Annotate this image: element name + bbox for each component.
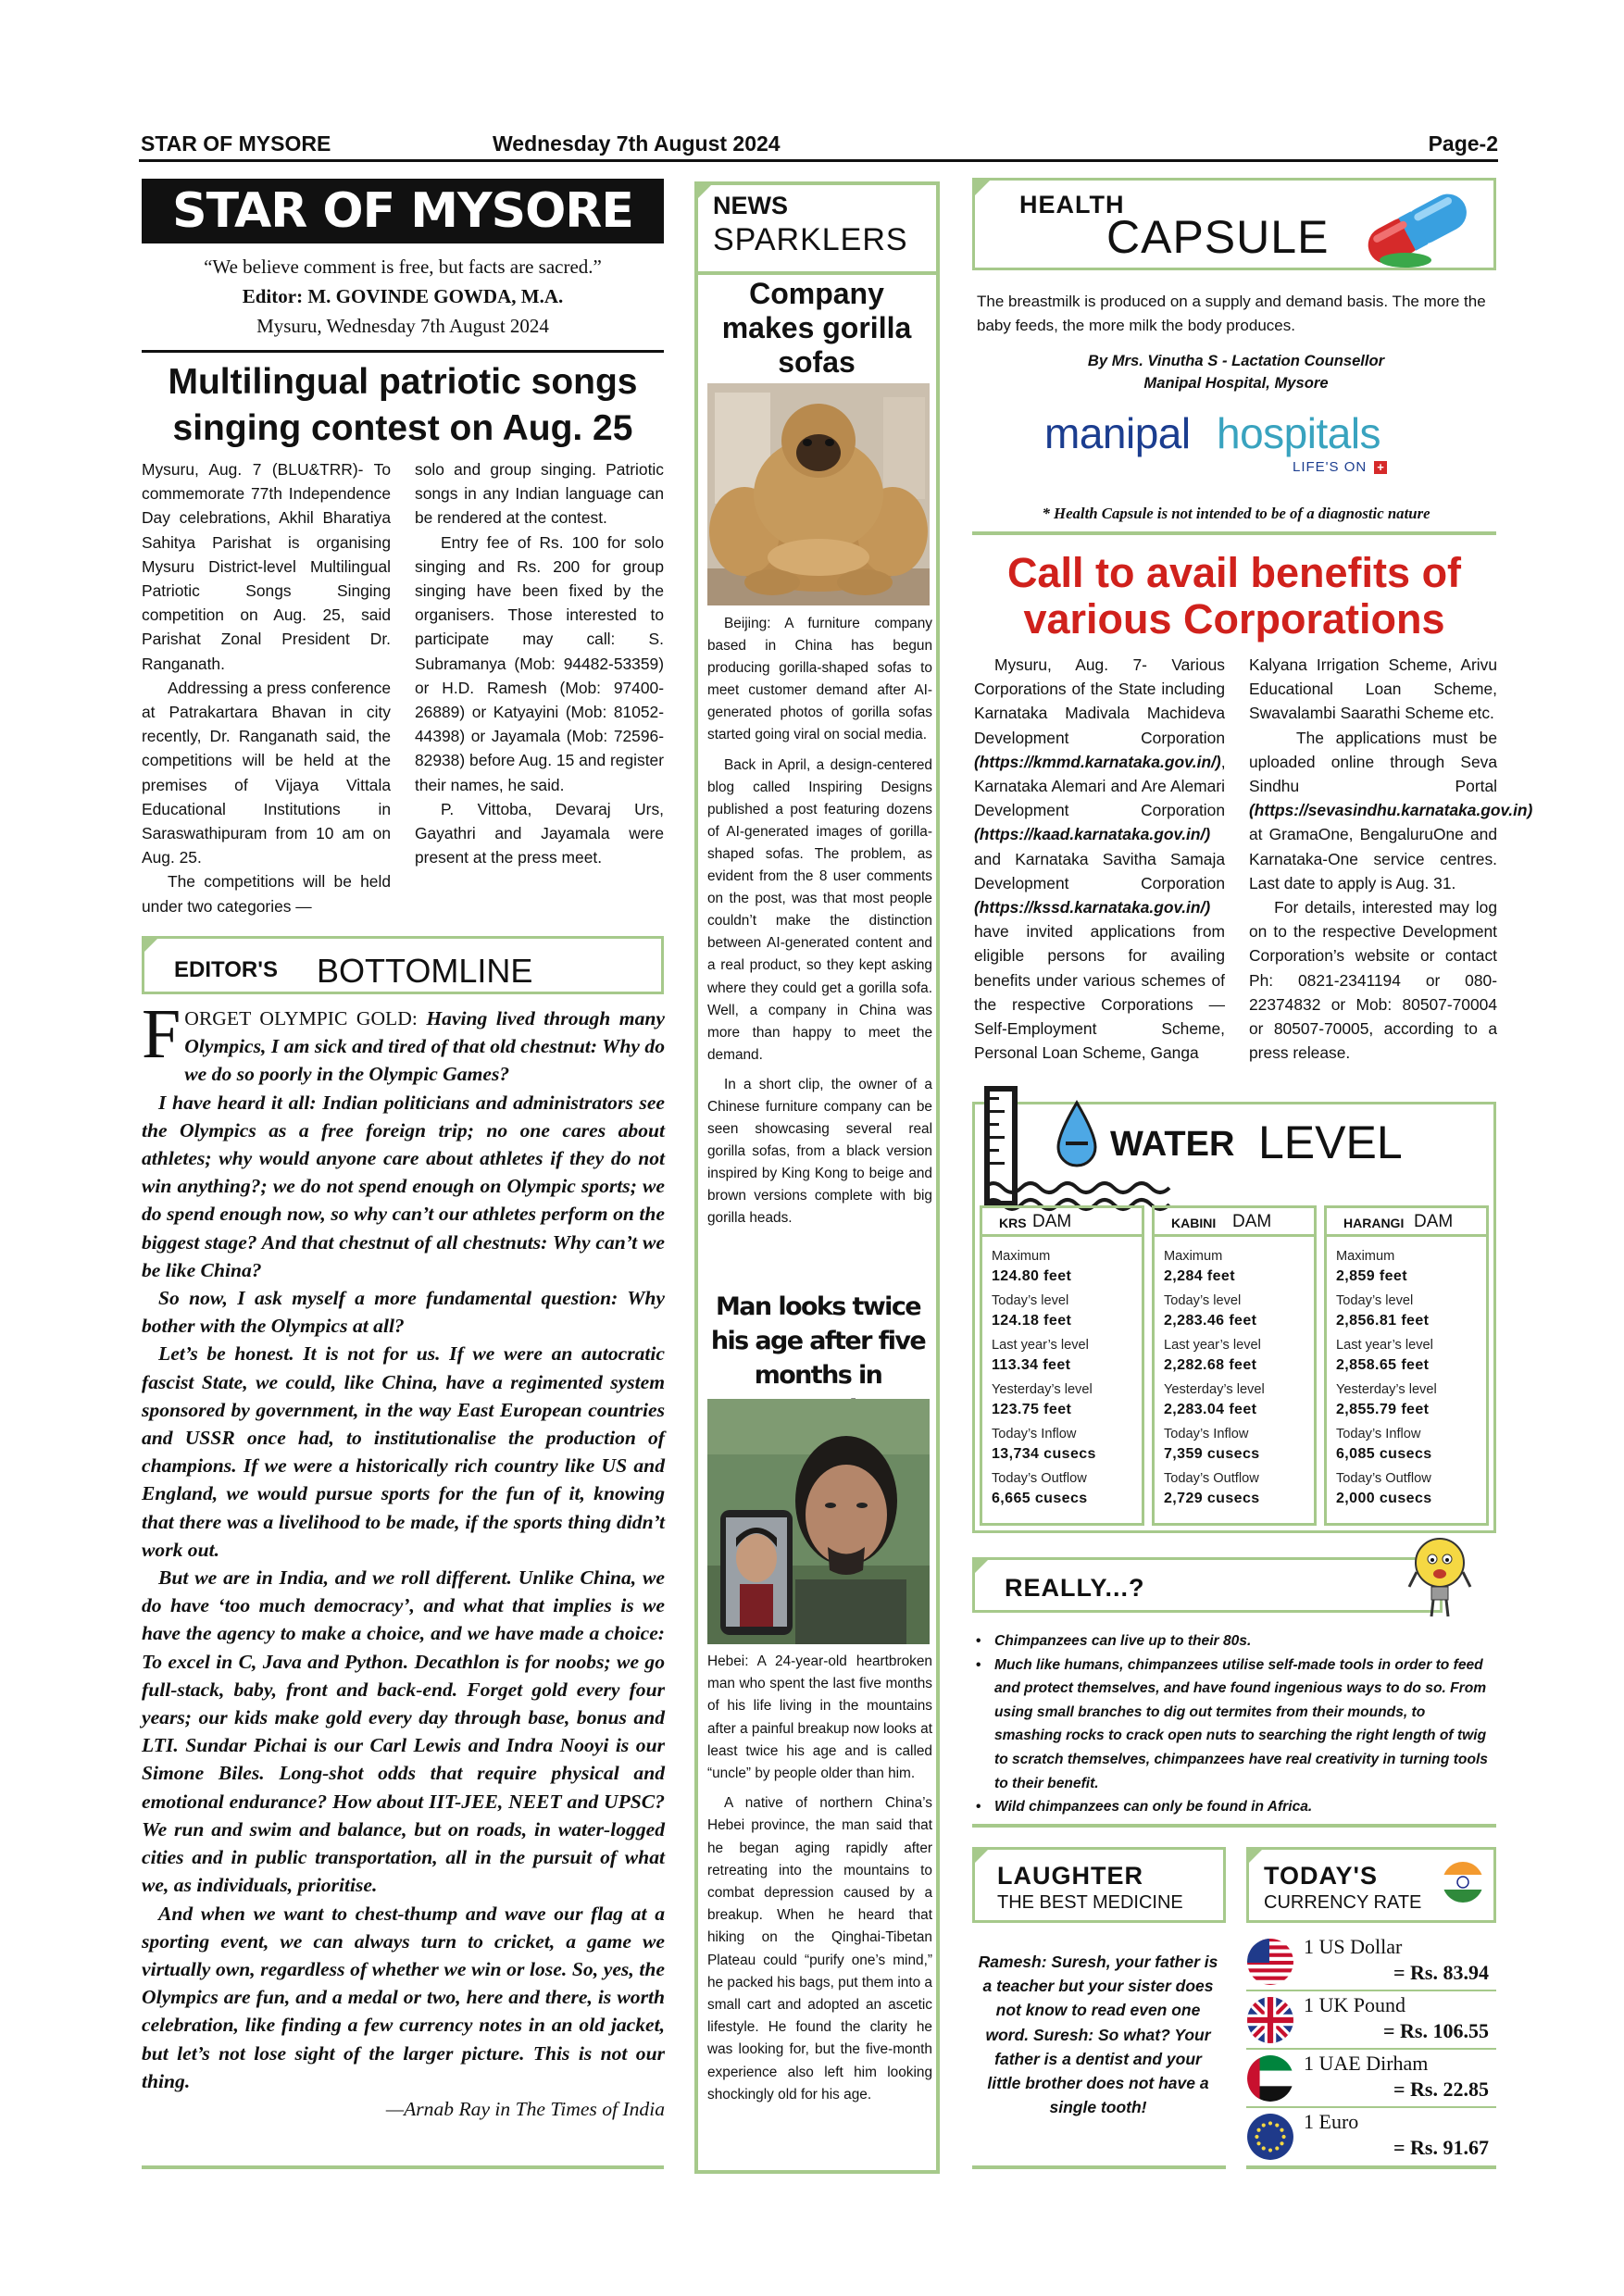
dam-row-value: 2,283.04 feet (1164, 1402, 1257, 1417)
gorilla-paragraph: In a short clip, the owner of a Chinese furniture company can be seen showcasing several real gorilla sofas, from a black version inspired by King Kong to beige and brown versions complete with big gorilla heads. (707, 1076, 932, 1227)
laughter-bottom-rule (972, 2165, 1226, 2169)
really-banner (972, 1557, 1443, 1613)
list-item: • Wild chimpanzees can only be found in Africa. (976, 1799, 1313, 1816)
sparklers-label-bold: NEWS (713, 192, 788, 219)
manipal-hospitals-logo (1044, 408, 1433, 482)
dam-row-value: 123.75 feet (992, 1402, 1072, 1417)
dam-row-label: Yesterday’s level (1336, 1382, 1437, 1397)
dam-row-value: 2,855.79 feet (1336, 1402, 1430, 1417)
water-label-bold: WATER (1110, 1125, 1235, 1164)
corporations-col-2 (1249, 653, 1533, 1065)
currency-row (1246, 2108, 1496, 2166)
gorilla-paragraph: Back in April, a design-centered blog called Inspiring Designs published a post featuring dozens of AI-generated images of gorilla-shaped sofas. The problem, as evident from the 8 user comments on the post, was that most people couldn’t make the distinction between AI-generated content and a real product, so they kept asking where they could get a gorilla sofa. Well, a company in China was more than happy to meet the demand. (707, 756, 932, 1063)
currency-unit: 1 UK Pound (1304, 1993, 1406, 2016)
editors-attribution: —Arnab Ray in The Times of India (385, 2097, 665, 2120)
really-item-text: Wild chimpanzees can only be found in Africa. (994, 1799, 1313, 1816)
dam-row-value: 6,665 cusecs (992, 1491, 1088, 1506)
lead-paragraph: Mysuru, Aug. 7 (BLU&TRR)- To commemorate 77th Independence Day celebrations, Akhil Bharatiya Sahitya Parishat is organising Mysuru District-level Multilingual Patriotic Songs Singing competition on Aug. 25, said Parishat Zonal President Dr. Ranganath. (142, 460, 391, 673)
dam-table-harangi (1324, 1205, 1489, 1526)
eu-flag-icon (1246, 2113, 1294, 2161)
lead-paragraph: Addressing a press conference at Patrakartara Bhavan in city recently, Dr. Ranganath said, the competitions will be held at the premises of Vijaya Vittala Educational Institutions in Saraswathipuram from 10 am on Aug. 25. (142, 678, 391, 867)
sparklers-label-light: SPARKLERS (713, 222, 908, 257)
currency-row (1246, 1991, 1496, 2050)
dam-header (980, 1205, 1144, 1237)
laughter-label-bold: LAUGHTER (997, 1862, 1143, 1890)
dam-row-label: Today’s level (1164, 1293, 1242, 1308)
currency-row (1246, 1933, 1496, 1991)
dam-row-label: Yesterday’s level (992, 1382, 1093, 1397)
currency-row (1246, 2050, 1496, 2108)
lead-paragraph: solo and group singing. Patriotic songs in any Indian language can be rendered at the contest. (415, 460, 664, 528)
editors-label-light: BOTTOMLINE (317, 952, 533, 990)
aged-man-headline: Man looks twice his age after five months in (710, 1292, 926, 1390)
logo-tagline: LIFE'S ON (1293, 459, 1368, 475)
health-bottom-rule (972, 531, 1496, 535)
health-capsule-banner (972, 178, 1496, 270)
lead-paragraph: Entry fee of Rs. 100 for solo singing and Rs. 200 for group singing have been fixed by the organisers. Those interested to participate may call: S. Subramanya (Mob: 94482-53359) or H.D. Ramesh (Mob: 97400-26889) or Katyayini (Mob: 81052-44398) or Jayamala (Mob: 72596-82938) before Aug. 15 and register their names, he said. (415, 532, 664, 794)
water-label-light: LEVEL (1258, 1117, 1403, 1168)
currency-rate-list (1246, 1933, 1496, 2166)
really-item-text: Much like humans, chimpanzees utilise self-made tools in order to feed and protect themselves, and have found ingenious ways to do so. From using small branches to dig out termites from their mounds, to smashing rocks to crack open nuts to searching the right length of twig to scratch themselves, chimpanzees have real creativity in turning tools to their benefit. (994, 1656, 1488, 1791)
editors-paragraph: But we are in India, and we roll different. Unlike China, we do have ‘too much democracy’, and what that implies is we have the agency to make a choice, and we have made a choice: To excel in C, Java and Python. Decathlon is for noobs; we go full-stack, baby, front and back-end. Forget gold every four years; our kids make gold every day through base, bonus and LTI. Sundar Pichai is our Carl Lewis and Indra Nooyi is our Simone Biles. Long-shot odds that require physical and emotional endurance? How about IIT-JEE, NEET and UPSC? We run and swim and balance, but on roads, in water-logged cities and in public transportation, all in the pursuit of what we, as individuals, prioritise. (142, 1566, 665, 1897)
aged-man-paragraph: A native of northern China’s Hebei province, the man said that he began aging rapidly after retreating into the mountains to combat depression caused by a breakup. When he heard that hiking on the Qinghai-Tibetan Plateau could “purify one’s mind,” he packed his bags, put them into a small cart and adopted an ascetic lifestyle. He found the clarity he was looking for, but the five-month experience also left him looking shockingly old for his age. (707, 1795, 932, 2103)
dam-row-label: Maximum (1164, 1249, 1223, 1264)
dam-row-label: Today’s Outflow (992, 1471, 1087, 1486)
banner-corner (1246, 1847, 1265, 1866)
laughter-joke: Ramesh: Suresh, your father is a teacher but your sister does not know to read even one word. Suresh: So what? Your father is a dentist and your little brother does not have a single tooth! (978, 1953, 1218, 2117)
logo-text-manipal: manipal (1044, 409, 1191, 457)
masthead-block (142, 252, 664, 341)
laughter-label-light: THE BEST MEDICINE (997, 1892, 1183, 1913)
masthead-rule (142, 350, 664, 353)
dam-values (1152, 1237, 1317, 1526)
dam-row-value: 7,359 cusecs (1164, 1446, 1260, 1462)
dam-row-label: Yesterday’s level (1164, 1382, 1265, 1397)
dam-row-value: 2,284 feet (1164, 1268, 1235, 1284)
dam-name: KRS (999, 1216, 1027, 1230)
drop-cap: F (142, 995, 181, 1073)
masthead-motto: “We believe comment is free, but facts are sacred.” (204, 256, 602, 278)
editors-first-rest: Having lived through many Olympics, I am sick and tired of that old chestnut: Why do we do so poorly in the Olympic Games? (184, 1007, 665, 1086)
india-flag-icon (1440, 1859, 1486, 1905)
dam-row-value: 124.80 feet (992, 1268, 1072, 1284)
dam-row-value: 2,859 feet (1336, 1268, 1407, 1284)
bottom-rule-left (142, 2165, 664, 2169)
dam-row-value: 6,085 cusecs (1336, 1446, 1432, 1462)
masthead-dateline: Mysuru, Wednesday 7th August 2024 (256, 315, 549, 337)
lead-story-col-1 (142, 457, 391, 918)
health-label-light: CAPSULE (1106, 211, 1330, 263)
currency-bottom-rule (1246, 2165, 1496, 2169)
editors-paragraph: I have heard it all: Indian politicians and administrators see the Olympics as a free foreign trip; no one cares about athletes; why would anyone care about athletes if they do not win anything?; we do not spend enough on Olympic sports; we do spend enough now, so why can’t our athletes perform on the biggest stage? And that chestnut of all chestnuts: Why can’t we be like China? (142, 1091, 665, 1281)
dam-row-label: Today’s Inflow (1336, 1427, 1421, 1441)
lead-headline-line-1: Multilingual patriotic songs (168, 362, 638, 402)
dam-row-label: Today’s Inflow (992, 1427, 1077, 1441)
health-byline (977, 350, 1495, 394)
banner-corner (972, 178, 993, 198)
lead-paragraph: The competitions will be held under two categories — (142, 872, 391, 916)
gorilla-sofa-image (707, 383, 930, 605)
uk-flag-icon (1246, 1996, 1294, 2044)
us-flag-icon (1246, 1938, 1294, 1986)
dam-label: DAM (1414, 1212, 1454, 1231)
lightbulb-mascot-icon (1407, 1535, 1472, 1618)
editors-smallcaps: ORGET OLYMPIC GOLD: (184, 1007, 418, 1029)
header-rule (139, 159, 1498, 162)
dam-row-label: Maximum (992, 1249, 1051, 1264)
lead-headline-line-2: singing contest on Aug. 25 (172, 408, 633, 448)
page-header (139, 128, 1498, 161)
health-label-bold: HEALTH (1019, 191, 1125, 218)
dam-row-label: Maximum (1336, 1249, 1395, 1264)
dam-row-value: 2,283.46 feet (1164, 1313, 1257, 1329)
dam-row-label: Last year’s level (992, 1338, 1089, 1353)
corporations-headline (972, 550, 1496, 643)
dam-row-label: Today’s Outflow (1164, 1471, 1259, 1486)
corporations-col-1-text: Mysuru, Aug. 7- Various Corporations of the State including Karnataka Madivala Machideva Development Corporation (https://kmmd.karnataka.gov.in/), Karnataka Alemari and Are Alemari Development Corporation (https://kaad.karnataka.gov.in/) and Karnataka Savitha Samaja Development Corporation (https://kssd.karnataka.gov.in/) have invited applications from eligible persons for availing benefits under various schemes of the respective Corporations — Self-Employment Scheme, Personal Loan Scheme, Ganga (974, 655, 1226, 1063)
dam-name: KABINI (1171, 1216, 1217, 1230)
header-page-number: Page-2 (1428, 131, 1498, 156)
dam-header (1324, 1205, 1489, 1237)
dam-label: DAM (1232, 1212, 1272, 1231)
currency-value: = Rs. 22.85 (1393, 2078, 1489, 2101)
gorilla-headline: Company makes gorilla sofas (721, 277, 912, 379)
dam-row-label: Today’s level (1336, 1293, 1414, 1308)
logo-text-hospitals: hospitals (1217, 409, 1381, 457)
uae-flag-icon (1246, 2054, 1294, 2103)
dam-table-kabini (1152, 1205, 1317, 1526)
dam-row-label: Today’s Inflow (1164, 1427, 1249, 1441)
editors-label-bold: EDITOR'S (174, 957, 278, 982)
currency-value: = Rs. 83.94 (1393, 1961, 1489, 1984)
dam-row-value: 113.34 feet (992, 1357, 1071, 1373)
lead-paragraph: P. Vittoba, Devaraj Urs, Gayathri and Jayamala were present at the press meet. (415, 799, 664, 867)
corporations-headline-1: Call to avail benefits of (1006, 549, 1462, 596)
aged-man-illustration (707, 1399, 930, 1644)
header-date: Wednesday 7th August 2024 (493, 131, 781, 156)
corporations-col-1 (974, 653, 1225, 1065)
dam-row-value: 2,856.81 feet (1336, 1313, 1430, 1329)
dam-values (1324, 1237, 1489, 1526)
currency-label-light: CURRENCY RATE (1264, 1892, 1422, 1913)
list-item: • Much like humans, chimpanzees utilise self-made tools in order to feed and protect themselves, and have found ingenious ways to do so. From using small branches to dig out termites from their mounds, to smashing rocks to crack open nuts to searching the right length of twig to scratch themselves, chimpanzees have real creativity in turning tools to their benefit. (976, 1656, 1488, 1791)
banner-corner (972, 1847, 991, 1866)
dam-columns (980, 1205, 1491, 1526)
masthead-editor: Editor: M. GOVINDE GOWDA, M.A. (242, 285, 564, 307)
dam-values (980, 1237, 1144, 1526)
dam-row-value: 2,729 cusecs (1164, 1491, 1260, 1506)
dam-row-value: 13,734 cusecs (992, 1446, 1096, 1462)
lead-headline (139, 359, 667, 452)
dam-row-label: Last year’s level (1336, 1338, 1433, 1353)
aged-man-image (707, 1399, 930, 1644)
editors-bottomline-banner (142, 936, 664, 994)
dam-row-label: Today’s Outflow (1336, 1471, 1431, 1486)
logo-plus-icon: + (1374, 461, 1387, 474)
dam-row-value: 2,282.68 feet (1164, 1357, 1257, 1373)
really-item-text: Chimpanzees can live up to their 80s. (994, 1633, 1252, 1649)
banner-corner (142, 936, 160, 955)
laughter-banner (972, 1847, 1226, 1923)
editors-first-paragraph (142, 995, 665, 1089)
editors-paragraph: And when we want to chest-thump and wave our flag at a sporting event, we can always turn to cricket, a game we virtually own, regardless of whether we win or lose. So, yes, the Olympics are fun, and a medal or two, here and there, is worth celebration, like finding a few currency notes in an old jacket, but let’s not lose sight of the larger picture. This is not our thing. (142, 1902, 665, 2092)
health-disclaimer: * Health Capsule is not intended to be of a diagnostic nature (1042, 505, 1430, 522)
currency-label-bold: TODAY'S (1264, 1862, 1378, 1890)
dam-row-value: 124.18 feet (992, 1313, 1072, 1329)
dam-header (1152, 1205, 1317, 1237)
editors-paragraph: So now, I ask myself a more fundamental question: Why bother with the Olympics at all? (142, 1287, 665, 1338)
dam-table-krs (980, 1205, 1144, 1526)
health-text: The breastmilk is produced on a supply and demand basis. The more the baby feeds, the more milk the body produces. (977, 293, 1486, 334)
header-paper-name: STAR OF MYSORE (141, 131, 331, 156)
currency-value: = Rs. 91.67 (1393, 2136, 1489, 2159)
currency-unit: 1 UAE Dirham (1304, 2052, 1429, 2075)
really-list (974, 1629, 1494, 1819)
dam-row-label: Today’s level (992, 1293, 1069, 1308)
dam-name: HARANGI (1343, 1216, 1405, 1230)
gorilla-paragraph: Beijing: A furniture company based in China has begun producing gorilla-shaped sofas to meet customer demand after AI-generated photos of gorilla sofas started going viral on social media. (707, 616, 932, 743)
dam-label: DAM (1032, 1212, 1072, 1231)
really-label: REALLY...? (1005, 1574, 1145, 1602)
sparklers-corner (694, 181, 715, 202)
lead-story-col-2 (415, 457, 664, 869)
corporations-col-2-text: Kalyana Irrigation Scheme, Arivu Educational Loan Scheme, Swavalambi Saarathi Scheme etc. The applications must be uploaded online through Seva Sindhu Portal (https://sevasindhu.karnataka.gov.in) at GramaOne, BengaluruOne and Karnataka-One service centres. Last date to apply is Aug. 31. For details, interested may log on to the respective Development Corporation’s website or contact Ph: 0821-2341194 or 080-22374832 or Mob: 80507-70004 or 80507-70005, according to a press release. (1249, 655, 1533, 1063)
aged-man-story-body (707, 1651, 932, 2106)
gorilla-sofa-illustration (707, 383, 930, 605)
banner-corner (972, 1557, 991, 1576)
editors-bottomline-body (142, 995, 665, 2123)
really-bottom-rule (972, 1824, 1496, 1828)
currency-unit: 1 US Dollar (1304, 1935, 1403, 1958)
masthead-title: STAR OF MYSORE (142, 179, 664, 243)
gorilla-story-body (707, 613, 932, 1230)
list-item: • Chimpanzees can live up to their 80s. (976, 1633, 1252, 1649)
health-byline-2: Manipal Hospital, Mysore (1143, 374, 1329, 392)
currency-unit: 1 Euro (1304, 2110, 1359, 2133)
dam-row-value: 2,858.65 feet (1336, 1357, 1430, 1373)
currency-banner (1246, 1847, 1496, 1923)
dam-row-label: Last year’s level (1164, 1338, 1261, 1353)
dam-row-value: 2,000 cusecs (1336, 1491, 1432, 1506)
health-byline-1: By Mrs. Vinutha S - Lactation Counsellor (1087, 352, 1385, 369)
corporations-headline-2: various Corporations (1023, 595, 1445, 643)
currency-value: = Rs. 106.55 (1383, 2019, 1489, 2042)
editors-paragraph: Let’s be honest. It is not for us. If we were an autocratic fascist State, we could, like China, have a regimented system sponsored by government, in the way East European countries and USSR once had, to institutionalise the production of champions. If we were a historically rich country like US and England, we would pursue sports for the fun of it, knowing that there was a livelihood to be made, if the sports thing didn’t work out. (142, 1342, 665, 1561)
aged-man-paragraph: Hebei: A 24-year-old heartbroken man who spent the last five months of his life living in the mountains after a painful breakup now looks at least twice his age and is called “uncle” by people older than him. (707, 1653, 932, 1782)
capsule-icon (1355, 186, 1484, 269)
sparklers-banner-rule (698, 271, 936, 275)
